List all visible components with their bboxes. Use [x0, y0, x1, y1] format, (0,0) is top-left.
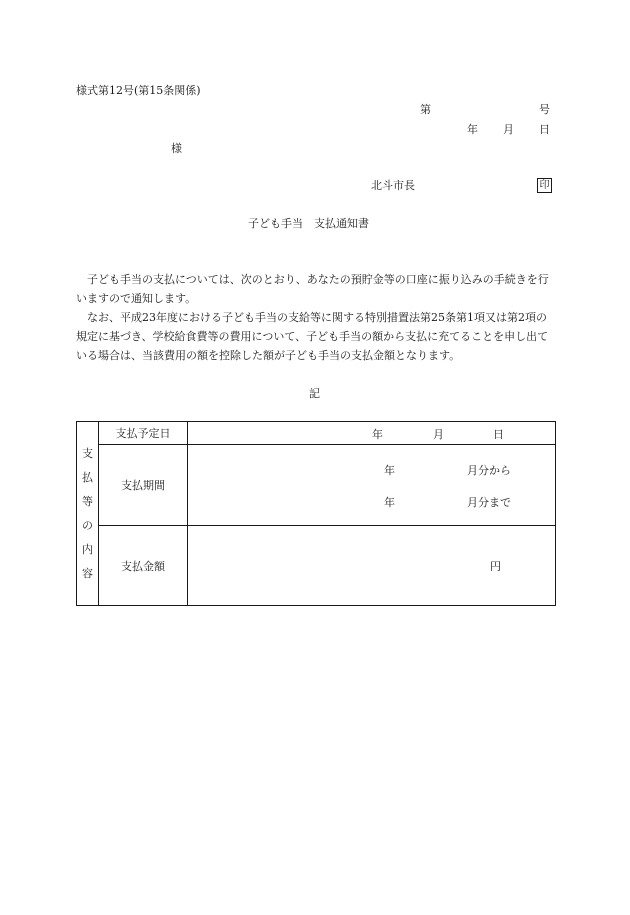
scheduled-date-label: 支払予定日 — [99, 422, 188, 445]
ki-heading: 記 — [309, 387, 320, 400]
period-to-year: 年 — [384, 496, 395, 509]
amount-label: 支払金額 — [99, 526, 188, 606]
section-char: 容 — [82, 566, 93, 580]
paragraph-1: 子ども手当の支払については、次のとおり、あなたの預貯金等の口座に振り込みの手続きを行いますので通知します。 — [76, 273, 549, 305]
payment-details-table — [76, 421, 556, 606]
doc-number-prefix: 第 — [420, 103, 431, 116]
issuer: 北斗市長 — [371, 179, 415, 192]
date-month: 月 — [503, 123, 514, 136]
section-char: 等 — [82, 494, 93, 508]
period-from-year: 年 — [384, 464, 395, 477]
amount-unit: 円 — [490, 560, 501, 573]
section-char: の — [82, 518, 93, 532]
addressee-suffix: 様 — [171, 142, 182, 155]
doc-number-suffix: 号 — [539, 103, 550, 116]
scheduled-date-value — [188, 422, 556, 445]
period-to-month: 月分まで — [467, 496, 511, 509]
scheduled-month: 月 — [433, 428, 444, 441]
section-char: 内 — [82, 542, 93, 556]
paragraph-2: なお、平成23年度における子ども手当の支給等に関する特別措置法第25条第1項又は第2項の規定に基づき、学校給食費等の費用について、子ども手当の額から支払に充てることを申し出ている場合は、当該費用の額を控除した額が子ども手当の支払金額となります。 — [76, 311, 549, 362]
date-year: 年 — [467, 123, 478, 136]
scheduled-year: 年 — [372, 428, 383, 441]
amount-value — [188, 526, 556, 606]
period-label: 支払期間 — [99, 445, 188, 526]
seal-mark: 印 — [537, 178, 552, 193]
form-number: 様式第12号(第15条関係) — [76, 84, 201, 97]
document-title: 子ども手当 支払通知書 — [248, 217, 369, 230]
period-value — [188, 445, 556, 526]
section-char: 支 — [82, 446, 93, 460]
period-from-month: 月分から — [467, 464, 511, 477]
section-char: 払 — [82, 470, 93, 484]
scheduled-day: 日 — [493, 428, 504, 441]
section-heading — [77, 422, 99, 606]
date-day: 日 — [539, 123, 550, 136]
body-text — [76, 270, 552, 365]
